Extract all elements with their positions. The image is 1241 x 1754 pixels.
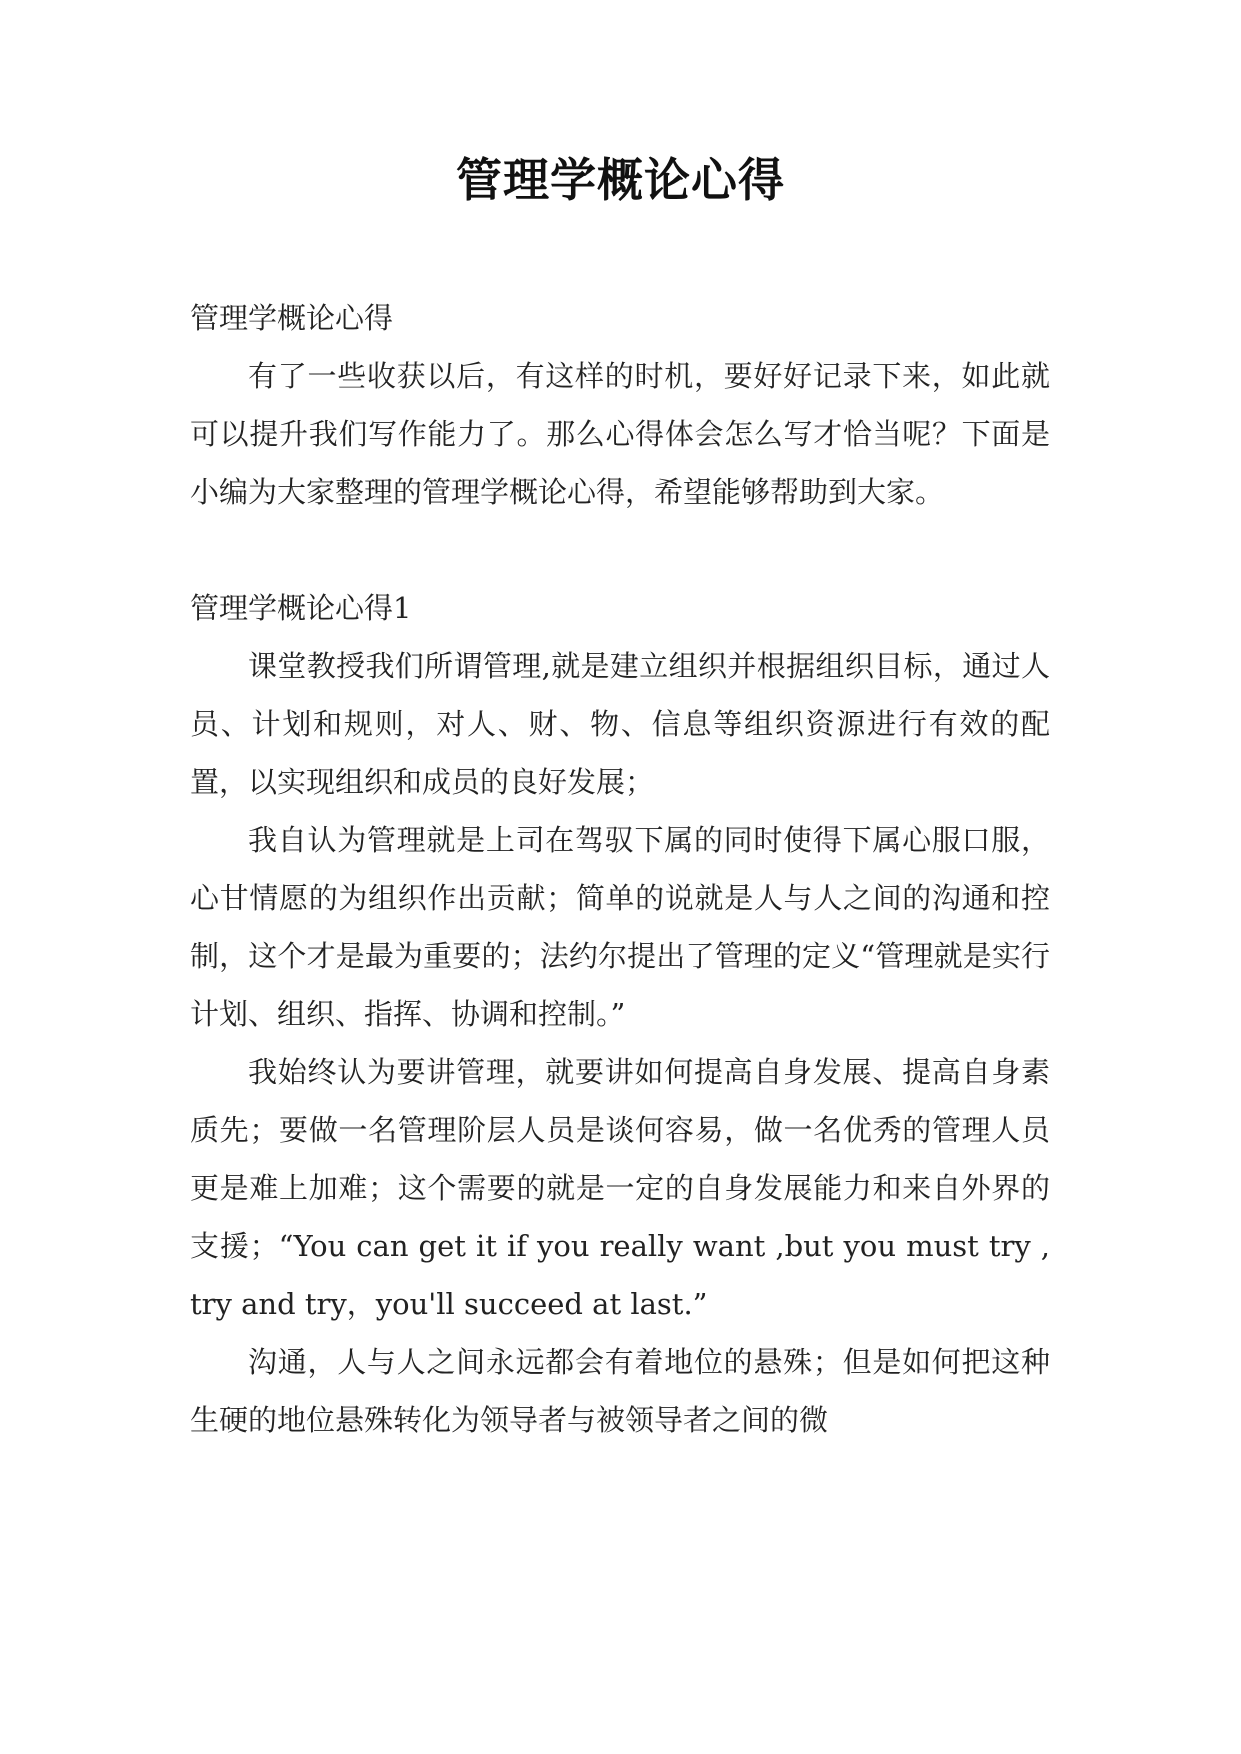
document-body [190, 289, 1050, 1449]
body-paragraph: 沟通，人与人之间永远都会有着地位的悬殊；但是如何把这种生硬的地位悬殊转化为领导者与被领导者之间的微 [190, 1345, 1050, 1437]
section-heading: 管理学概论心得1 [190, 591, 412, 625]
intro-paragraph: 有了一些收获以后，有这样的时机，要好好记录下来，如此就可以提升我们写作能力了。那么心得体会怎么写才恰当呢？下面是小编为大家整理的管理学概论心得，希望能够帮助到大家。 [190, 359, 1050, 509]
body-paragraph: 我自认为管理就是上司在驾驭下属的同时使得下属心服口服，心甘情愿的为组织作出贡献；简单的说就是人与人之间的沟通和控制，这个才是最为重要的；法约尔提出了管理的定义“管理就是实行计划、组织、指挥、协调和控制。” [190, 823, 1050, 1031]
article-subtitle: 管理学概论心得 [190, 301, 394, 335]
body-paragraph: 课堂教授我们所谓管理,就是建立组织并根据组织目标，通过人员、计划和规则，对人、财、物、信息等组织资源进行有效的配置，以实现组织和成员的良好发展； [190, 649, 1050, 799]
body-paragraph: 我始终认为要讲管理，就要讲如何提高自身发展、提高自身素质先；要做一名管理阶层人员是谈何容易，做一名优秀的管理人员更是难上加难；这个需要的就是一定的自身发展能力和来自外界的支援；“You can get it if you really want ,but you must try ,try and try，you'll succeed at last.” [190, 1055, 1050, 1321]
section-spacer [190, 521, 1050, 579]
document-title: 管理学概论心得 [456, 153, 785, 207]
